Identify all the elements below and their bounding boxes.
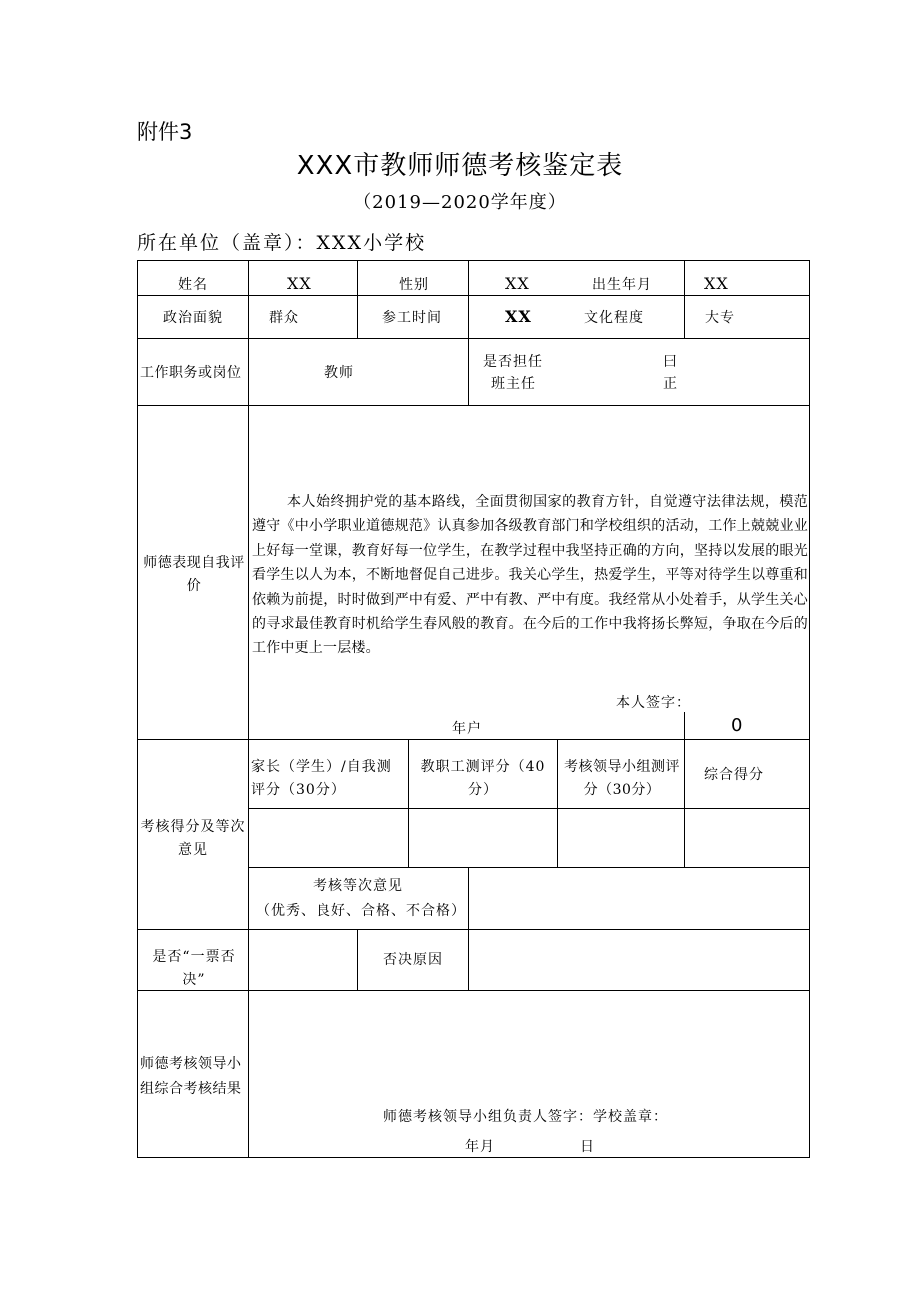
table-border-left (137, 260, 138, 1158)
veto-answer-cell[interactable] (250, 931, 356, 989)
attachment-label: 附件3 (137, 120, 193, 144)
scores-label: 考核得分及等次意见 (140, 819, 246, 858)
col-divider (684, 739, 685, 868)
veto-reason-label: 否决原因 (383, 952, 443, 968)
birth-label: 出生年月 (592, 277, 652, 293)
result-sign-text: 师德考核领导小组负责人签字：学校盖章： (383, 1109, 668, 1125)
row-divider (249, 808, 810, 809)
col-divider (408, 739, 409, 868)
unit-stamp-line: 所在单位（盖章）：XXX小学校 (137, 232, 427, 254)
result-date-day: 日 (580, 1139, 595, 1155)
self-eval-label: 师德表现自我评价 (143, 555, 245, 594)
name-value[interactable]: XX (287, 274, 312, 293)
col-divider (468, 867, 469, 929)
table-border-top (137, 260, 810, 261)
politics-value[interactable]: 群众 (269, 310, 299, 326)
table-border-bottom (137, 1157, 810, 1158)
staff-score-header: 教职工测评分（40分） (420, 759, 546, 798)
result-label: 师德考核领导小组综合考核结果 (140, 1056, 242, 1097)
row-divider (249, 867, 810, 868)
head-teacher-value-line2[interactable]: 正 (663, 376, 678, 392)
parent-self-score-cell[interactable] (250, 810, 407, 866)
head-teacher-value-line1[interactable]: 曰 (663, 354, 678, 370)
table-border-right (809, 260, 810, 1158)
parent-self-score-header: 家长（学生）/自我测评分（30分） (251, 759, 392, 798)
self-eval-text[interactable]: 本人始终拥护党的基本路线，全面贯彻国家的教育方针，自觉遵守法律法规，模范遵守《中小学职业道德规范》认真参加各级教育部门和学校组织的活动，工作上兢兢业业上好每一堂课，教育好每一位学生，在教学过程中我坚持正确的方向，坚持以发展的眼光看学生以人为本，不断地督促自己进步。我关心学生，热爱学生，平等对待学生以尊重和依赖为前提，时时做到严中有爱、严中有教、严中有度。我经常从小处着手，从学生关心的寻求最佳教育时机给学生春风般的教育。在今后的工作中我将扬长弊短，争取在今后的工作中更上一层楼。 (252, 494, 808, 657)
result-date-year-month: 年月 (465, 1139, 495, 1155)
gender-label: 性别 (399, 277, 429, 293)
politics-label: 政治面貌 (163, 310, 223, 326)
grade-label-line1: 考核等次意见 (313, 878, 403, 894)
name-label: 姓名 (178, 277, 208, 293)
col-divider (684, 712, 685, 740)
leader-group-score-header: 考核领导小组测评分（30分） (564, 759, 680, 798)
col-divider (357, 260, 358, 339)
col-divider (557, 739, 558, 868)
grade-label-line2: （优秀、良好、合格、不合格） (256, 903, 466, 919)
row-divider (137, 739, 810, 740)
col-divider (684, 260, 685, 339)
row-divider (137, 295, 810, 296)
staff-score-cell[interactable] (410, 810, 556, 866)
row-divider (137, 405, 810, 406)
row-divider (137, 338, 810, 339)
birth-value[interactable]: XX (704, 274, 729, 293)
position-value[interactable]: 教师 (324, 365, 354, 381)
total-score-header: 综合得分 (704, 767, 764, 783)
row-divider (137, 929, 810, 930)
col-divider (468, 260, 469, 406)
col-divider (357, 929, 358, 991)
position-label: 工作职务或岗位 (140, 365, 242, 381)
head-teacher-label-line1: 是否担任 (483, 354, 543, 370)
head-teacher-label-line2: 班主任 (491, 376, 536, 392)
education-label: 文化程度 (584, 310, 644, 326)
academic-year: （2019—2020学年度） (353, 192, 567, 213)
total-score-cell[interactable] (686, 810, 808, 866)
form-title: XXX市教师师德考核鉴定表 (296, 151, 624, 181)
work-start-label: 参工时间 (382, 310, 442, 326)
self-eval-zero: 0 (731, 715, 744, 736)
self-eval-date: 年户 (452, 721, 482, 737)
work-start-value[interactable]: XX (505, 307, 532, 326)
grade-opinion-cell[interactable] (470, 869, 808, 928)
self-signature-label: 本人签字： (616, 695, 691, 711)
veto-reason-cell[interactable] (470, 931, 808, 989)
leader-group-score-cell[interactable] (559, 810, 683, 866)
gender-value[interactable]: XX (505, 274, 530, 293)
col-divider (468, 929, 469, 991)
label-column-divider (248, 260, 249, 1158)
education-value[interactable]: 大专 (705, 310, 735, 326)
veto-label: 是否“一票否决” (152, 949, 236, 988)
